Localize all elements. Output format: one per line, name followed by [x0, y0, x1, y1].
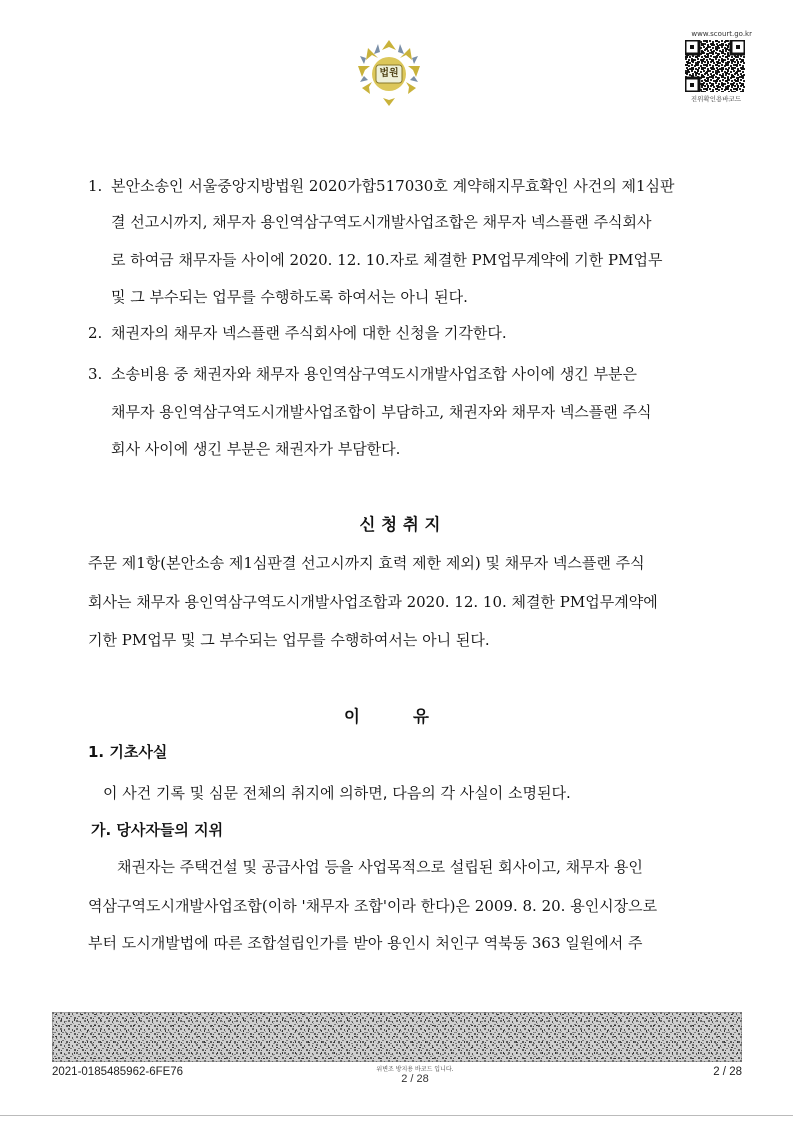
claim-line-1: 주문 제1항(본안소송 제1심판결 선고시까지 효력 제한 제외) 및 채무자 넥스플랜 주식 [88, 554, 645, 572]
document-id: 2021-0185485962-6FE76 [52, 1066, 184, 1078]
section-1-title: 1. 기초사실 [88, 743, 168, 761]
anti-forgery-barcode [52, 1012, 742, 1062]
page-number-right: 2 / 28 [713, 1066, 742, 1078]
reasons-intro: 이 사건 기록 및 심문 전체의 취지에 의하면, 다음의 각 사실이 소명된다. [103, 784, 571, 802]
order-item-2-line-1: 채권자의 채무자 넥스플랜 주식회사에 대한 신청을 기각한다. [111, 324, 507, 342]
order-item-1-number: 1. [88, 177, 103, 195]
order-item-3-line-2: 채무자 용인역삼구역도시개발사업조합이 부담하고, 채권자와 채무자 넥스플랜 주식 [111, 403, 652, 421]
claim-line-3: 기한 PM업무 및 그 부수되는 업무를 수행하여서는 아니 된다. [88, 631, 490, 649]
order-item-1-line-1: 본안소송인 서울중앙지방법원 2020가합517030호 계약해지무효확인 사건의 제1심판 [111, 177, 675, 195]
barcode-note: 위변조 방지용 바코드 입니다. [376, 1066, 454, 1073]
qr-label: 진위확인용바코드 [690, 95, 742, 103]
order-item-3-number: 3. [88, 365, 103, 383]
page-number-center: 2 / 28 [401, 1073, 429, 1085]
sub-a-title: 가. 당사자들의 지위 [91, 821, 224, 839]
order-item-2-number: 2. [88, 324, 103, 342]
page-edge-divider [0, 1115, 793, 1116]
claim-line-2: 회사는 채무자 용인역삼구역도시개발사업조합과 2020. 12. 10. 체결한 PM업무계약에 [88, 593, 658, 611]
order-item-3-line-3: 회사 사이에 생긴 부분은 채권자가 부담한다. [111, 440, 401, 458]
emblem-text: 법원 [379, 68, 399, 79]
sub-a-line-1: 채권자는 주택건설 및 공급사업 등을 사업목적으로 설립된 회사이고, 채무자 용인 [117, 858, 643, 876]
order-item-3-line-1: 소송비용 중 채권자와 채무자 용인역삼구역도시개발사업조합 사이에 생긴 부분은 [111, 365, 638, 383]
sub-a-line-3: 부터 도시개발법에 따른 조합설립인가를 받아 용인시 처인구 역북동 363 일원에서 주 [88, 934, 643, 952]
claim-heading: 신 청 취 지 [359, 515, 441, 534]
order-item-1-line-2: 결 선고시까지, 채무자 용인역삼구역도시개발사업조합은 채무자 넥스플랜 주식회사 [111, 213, 652, 231]
qr-code [685, 40, 745, 92]
order-item-1-line-4: 및 그 부수되는 업무를 수행하도록 하여서는 아니 된다. [111, 288, 468, 306]
reasons-heading-left: 이 [344, 707, 360, 726]
order-item-1-line-3: 로 하여금 채무자들 사이에 2020. 12. 10.자로 체결한 PM업무계약에 기한 PM업무 [111, 251, 663, 269]
qr-url: www.scourt.go.kr [691, 30, 752, 38]
sub-a-line-2: 역삼구역도시개발사업조합(이하 '채무자 조합'이라 한다)은 2009. 8. 20. 용인시장으로 [88, 897, 658, 915]
court-emblem [352, 36, 426, 110]
reasons-heading-right: 유 [413, 707, 429, 726]
